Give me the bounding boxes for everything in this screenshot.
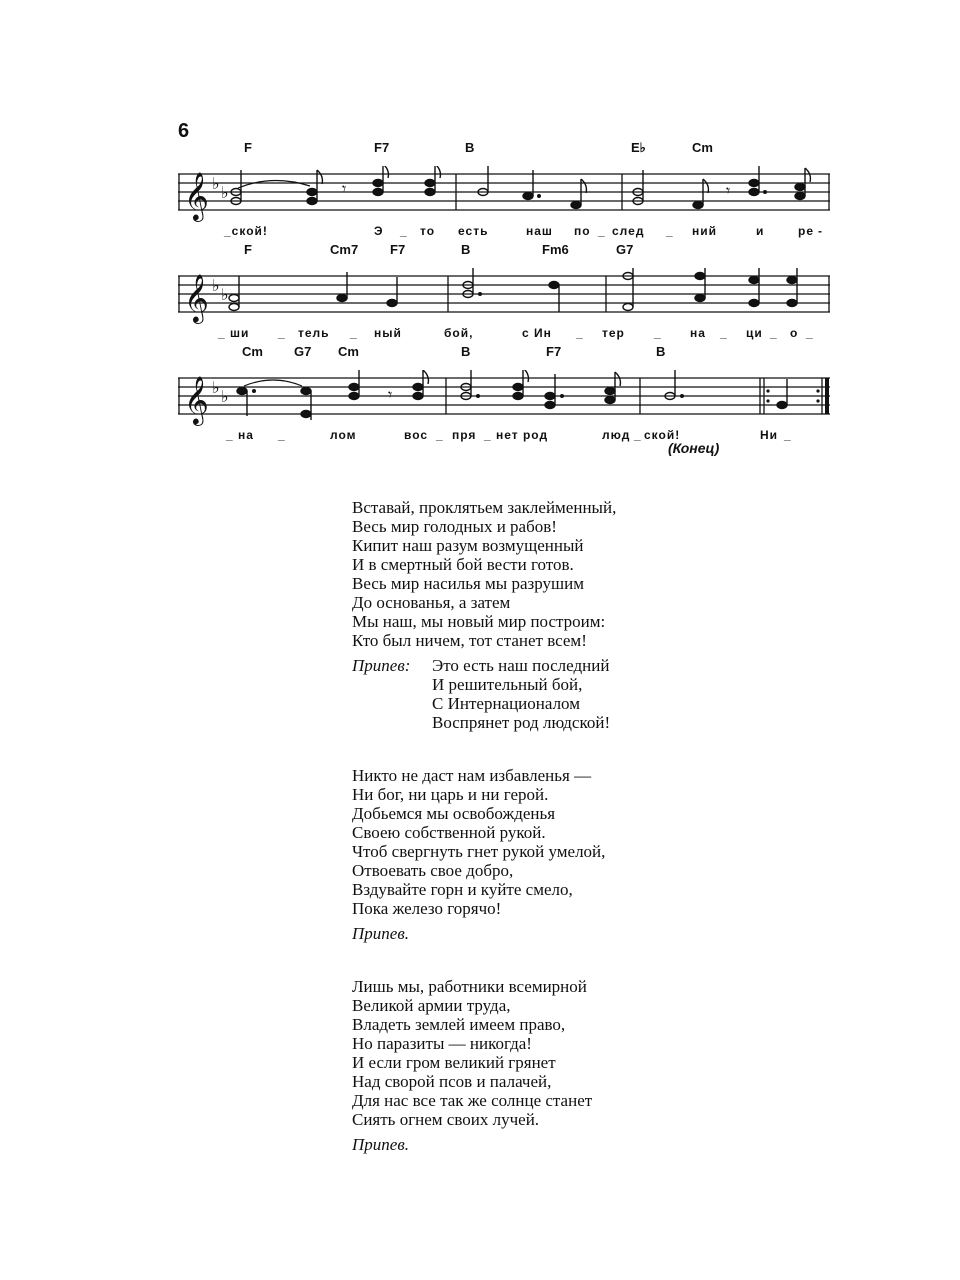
lyric-syllable: _ ши [218, 326, 250, 340]
verse-line: Кипит наш разум возмущенный [352, 536, 584, 555]
staff [178, 370, 838, 426]
verse-line: Никто не даст нам избавленья — [352, 766, 592, 785]
refrain-reference: Припев. [352, 924, 409, 943]
verse-line: Мы наш, мы новый мир построим: [352, 612, 606, 631]
chord-symbol: F [244, 242, 252, 257]
lyric-syllable: ний [692, 224, 718, 238]
lyric-syllable: Э [374, 224, 384, 238]
lyric-syllable: _ [666, 224, 674, 238]
refrain-reference: Припев. [352, 1135, 409, 1154]
lyric-syllable: ре [798, 224, 815, 238]
svg-text:♭: ♭ [221, 183, 229, 202]
refrain-label: Припев: [352, 656, 411, 675]
lyric-syllable: _ [436, 428, 444, 442]
chord-symbol: Cm [338, 344, 359, 359]
verse-line: Отвоевать свое добро, [352, 861, 514, 880]
lyric-syllable: люд [602, 428, 631, 442]
treble-clef-icon [184, 273, 209, 324]
svg-text:♭: ♭ [212, 174, 220, 193]
svg-text:♭: ♭ [221, 387, 229, 406]
lyric-syllable: _ [576, 326, 584, 340]
chord-symbol: Cm7 [330, 242, 359, 257]
chord-symbol: B [461, 242, 471, 257]
treble-clef-icon [184, 375, 209, 426]
lyric-syllable: по [574, 224, 591, 238]
chord-symbol: F7 [390, 242, 406, 257]
chord-row [178, 344, 838, 366]
staff [178, 166, 838, 222]
svg-text:♭: ♭ [212, 276, 220, 295]
lyric-syllable: _ской! [224, 224, 268, 238]
lyric-syllable: _ [278, 326, 286, 340]
verse-line: Над сворой псов и палачей, [352, 1072, 552, 1091]
lyric-syllable: _ [770, 326, 778, 340]
stanza-1 [352, 498, 772, 650]
verses-block [352, 498, 772, 1188]
lyric-syllable: ци [746, 326, 763, 340]
lyric-syllable: с Ин [522, 326, 552, 340]
lyric-syllable: бой, [444, 326, 474, 340]
refrain-line: И решительный бой, [432, 675, 583, 694]
refrain-line: Это есть наш последний [432, 656, 610, 675]
verse-line: Ни бог, ни царь и ни герой. [352, 785, 549, 804]
end-mark: (Конец) [668, 440, 720, 456]
chord-symbol: F7 [374, 140, 390, 155]
lyric-syllable: _ [278, 428, 286, 442]
lyrics-row [178, 224, 838, 242]
svg-text:𝄾: 𝄾 [388, 385, 393, 404]
lyric-syllable: нет род [496, 428, 549, 442]
chord-symbol: Cm [692, 140, 713, 155]
verse-line: Пока железо горячо! [352, 899, 502, 918]
lyric-syllable: ный [374, 326, 402, 340]
lyric-syllable: и [756, 224, 765, 238]
lyric-syllable: есть [458, 224, 489, 238]
stanza-3 [352, 977, 772, 1129]
chord-symbol: Cm [242, 344, 263, 359]
lyric-syllable: _ [598, 224, 606, 238]
verse-line: Для нас все так же солнце станет [352, 1091, 593, 1110]
lyric-syllable: _ [350, 326, 358, 340]
verse-line: Своею собственной рукой. [352, 823, 546, 842]
lyric-syllable: то [420, 224, 436, 238]
lyric-syllable: пря [452, 428, 477, 442]
svg-text:𝄾: 𝄾 [726, 181, 731, 200]
verse-line: Весь мир насилья мы разрушим [352, 574, 584, 593]
lyric-syllable: _ [784, 428, 792, 442]
refrain-line: С Интернационалом [432, 694, 580, 713]
lyric-syllable: Ни [760, 428, 779, 442]
svg-text:𝄞: 𝄞 [184, 273, 209, 322]
key-signature-icon [212, 174, 229, 202]
page-number: 6 [178, 120, 190, 142]
staff [178, 268, 838, 324]
svg-text:𝄞: 𝄞 [184, 375, 209, 424]
lyric-syllable: _ [400, 224, 408, 238]
key-signature-icon [212, 378, 229, 406]
lyric-syllable: тер [602, 326, 625, 340]
chord-row [178, 242, 838, 264]
verse-line: Владеть землей имеем право, [352, 1015, 566, 1034]
lyric-syllable: _ [720, 326, 728, 340]
lyric-syllable: _ [654, 326, 662, 340]
verse-line: Вздувайте горн и куйте смело, [352, 880, 573, 899]
note-group [229, 268, 797, 312]
verse-line: И если гром великий грянет [352, 1053, 556, 1072]
verse-line: Великой армии труда, [352, 996, 511, 1015]
verse-line: Но паразиты — никогда! [352, 1034, 532, 1053]
lyric-syllable: _ [806, 326, 814, 340]
lyrics-row [178, 428, 838, 446]
svg-text:♭: ♭ [221, 285, 229, 304]
lyric-syllable: на [690, 326, 706, 340]
chord-symbol: F7 [546, 344, 562, 359]
chord-symbol: G7 [294, 344, 312, 359]
verse-line: Добьемся мы освобожденья [352, 804, 556, 823]
svg-text:♭: ♭ [212, 378, 220, 397]
note-group [231, 166, 810, 209]
lyric-syllable: наш [526, 224, 553, 238]
lyric-syllable: вос [404, 428, 429, 442]
chord-symbol: Fm6 [542, 242, 569, 257]
verse-line: Чтоб свергнуть гнет рукой умелой, [352, 842, 606, 861]
svg-text:𝄾: 𝄾 [342, 179, 347, 198]
chord-symbol: B [656, 344, 666, 359]
lyric-syllable: ской! [644, 428, 681, 442]
lyric-syllable: тель [298, 326, 330, 340]
lyric-syllable: след [612, 224, 645, 238]
lyric-syllable: _ [484, 428, 492, 442]
chord-symbol: B [461, 344, 471, 359]
verse-line: До основанья, а затем [352, 593, 511, 612]
verse-line: Весь мир голодных и рабов! [352, 517, 557, 536]
svg-text:𝄞: 𝄞 [184, 171, 209, 220]
treble-clef-icon [184, 171, 209, 222]
lyric-syllable: _ на [226, 428, 254, 442]
chord-symbol: B [465, 140, 475, 155]
refrain-lines [432, 656, 610, 732]
verse-line: Сиять огнем своих лучей. [352, 1110, 540, 1129]
verse-line: Кто был ничем, тот станет всем! [352, 631, 587, 650]
stanza-2 [352, 766, 772, 918]
refrain-line: Воспрянет род людской! [432, 713, 611, 732]
chord-symbol: F [244, 140, 252, 155]
lyric-syllable: о [790, 326, 799, 340]
chord-symbol: G7 [616, 242, 634, 257]
refrain [352, 656, 772, 732]
verse-line: И в смертный бой вести готов. [352, 555, 574, 574]
chord-symbol: E♭ [631, 140, 646, 155]
lyric-syllable: - [818, 224, 823, 238]
verse-line: Вставай, проклятьем заклейменный, [352, 498, 617, 517]
lyrics-row [178, 326, 838, 344]
chord-row [178, 140, 838, 162]
verse-line: Лишь мы, работники всемирной [352, 977, 587, 996]
lyric-syllable: лом [330, 428, 357, 442]
lyric-syllable: _ [634, 428, 642, 442]
key-signature-icon [212, 276, 229, 304]
